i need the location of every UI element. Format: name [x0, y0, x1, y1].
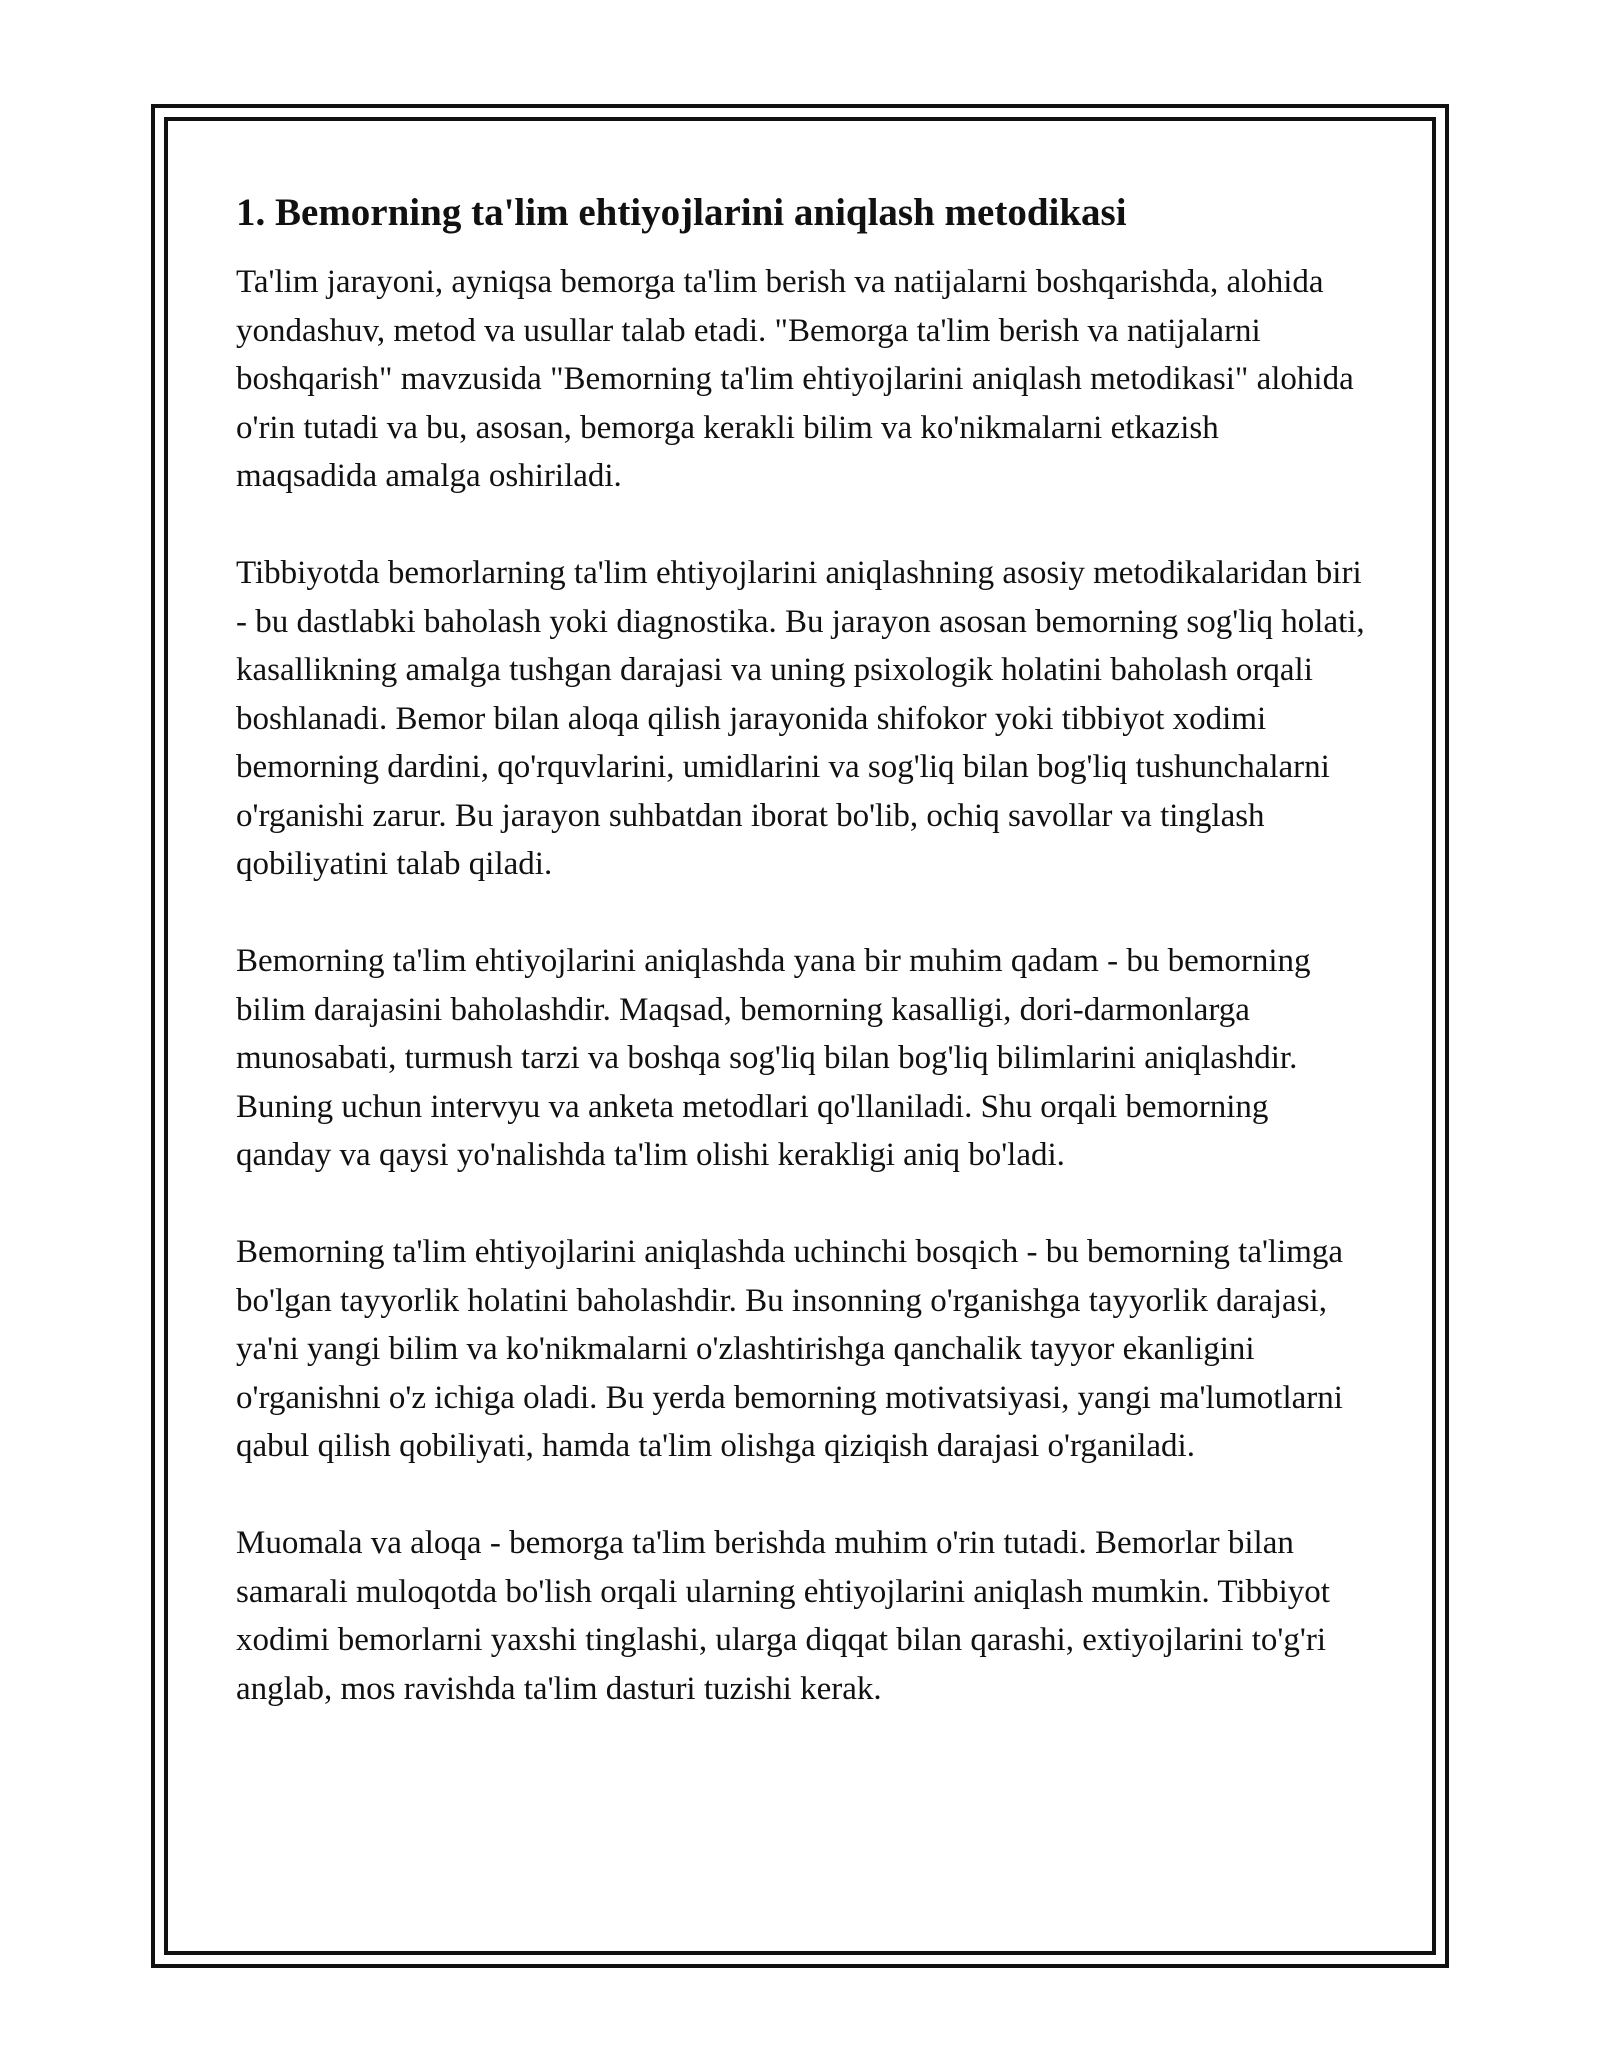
paragraph-diagnostics: Tibbiyotda bemorlarning ta'lim ehtiyojlarini aniqlashning asosiy metodikalaridan biri - bu dastlabki baholash yoki diagnostika. Bu jarayon asosan bemorning sog'liq holati, kasallikning amalga tushgan darajasi va uning psixologik holatini baholash orqali boshlanadi. Bemor bilan aloqa qilish jarayonida shifokor yoki tibbiyot xodimi bemorning dardini, qo'rquvlarini, umidlarini va sog'liq bilan bog'liq tushunchalarni o'rganishi zarur. Bu jarayon suhbatdan iborat bo'lib, ochiq savollar va tinglash qobiliyatini talab qiladi. — [236, 555, 1365, 882]
paragraph-intro: Ta'lim jarayoni, ayniqsa bemorga ta'lim berish va natijalarni boshqarishda, alohida yondashuv, metod va usullar talab etadi. "Bemorga ta'lim berish va natijalarni boshqarish" mavzusida "Bemorning ta'lim ehtiyojlarini aniqlash metodikasi" alohida o'rin tutadi va bu, asosan, bemorga kerakli bilim va ko'nikmalarni etkazish maqsadida amalga oshiriladi. — [236, 264, 1354, 494]
paragraph-knowledge-level: Bemorning ta'lim ehtiyojlarini aniqlashda yana bir muhim qadam - bu bemorning bilim darajasini baholashdir. Maqsad, bemorning kasalligi, dori-darmonlarga munosabati, turmush tarzi va boshqa sog'liq bilan bog'liq bilimlarini aniqlashdir. Buning uchun intervyu va anketa metodlari qo'llaniladi. Shu orqali bemorning qanday va qaysi yo'nalishda ta'lim olishi kerakligi aniq bo'ladi. — [236, 943, 1311, 1173]
paragraph-readiness: Bemorning ta'lim ehtiyojlarini aniqlashda uchinchi bosqich - bu bemorning ta'limga bo'lgan tayyorlik holatini baholashdir. Bu insonning o'rganishga tayyorlik darajasi, ya'ni yangi bilim va ko'nikmalarni o'zlashtirishga qanchalik tayyor ekanligini o'rganishni o'z ichiga oladi. Bu yerda bemorning motivatsiyasi, yangi ma'lumotlarni qabul qilish qobiliyati, hamda ta'lim olishga qiziqish darajasi o'rganiladi. — [236, 1234, 1344, 1464]
document-body — [236, 188, 1366, 1762]
section-heading: 1. Bemorning ta'lim ehtiyojlarini aniqlash metodikasi — [236, 191, 1127, 234]
paragraph-communication: Muomala va aloqa - bemorga ta'lim berishda muhim o'rin tutadi. Bemorlar bilan samarali muloqotda bo'lish orqali ularning ehtiyojlarini aniqlash mumkin. Tibbiyot xodimi bemorlarni yaxshi tinglashi, ularga diqqat bilan qarashi, extiyojlarini to'g'ri anglab, mos ravishda ta'lim dasturi tuzishi kerak. — [236, 1525, 1330, 1707]
